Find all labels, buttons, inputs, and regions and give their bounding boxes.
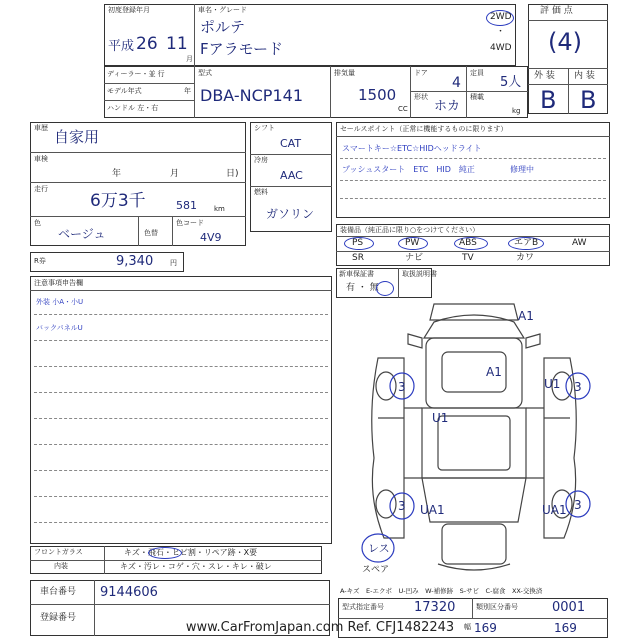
eval-score: (4) (548, 28, 582, 56)
mark-a1-front: A1 (518, 309, 534, 323)
exterior-label: 外 装 (534, 71, 555, 81)
chassis-label: 車台番号 (40, 587, 77, 597)
notes-section (30, 276, 332, 544)
width-value-2: 169 (554, 621, 577, 635)
recycle-label: R券 (34, 257, 46, 265)
model-designation: 17320 (414, 600, 456, 615)
load-label: 積載 (470, 93, 484, 101)
yen-unit: 円 (170, 259, 177, 267)
ac-value: AAC (280, 169, 303, 182)
warranty-label: 新車保証書 (339, 270, 374, 278)
grade: Fアラモード (200, 40, 284, 58)
interior-label2: 内装 (54, 562, 68, 570)
model-designation-label: 型式指定番号 (342, 603, 384, 611)
drive-2wd: 2WD (490, 12, 512, 22)
equip-aw: AW (572, 238, 587, 248)
mark-u1-right: U1 (544, 377, 561, 391)
eval-label: 評 価 点 (540, 6, 573, 16)
manual-label: 取扱説明書 (402, 270, 437, 278)
width-label: 幅 (464, 623, 471, 631)
category-number: 0001 (552, 600, 586, 615)
sales-line2-note: 修理中 (510, 165, 534, 174)
color-change-label: 色替 (144, 229, 158, 237)
equip-navi: ナビ (405, 253, 424, 263)
capacity: 5人 (500, 75, 522, 90)
shift-value: CAT (280, 137, 302, 150)
equipment-label: 装備品（純正品に限り○をつけてください） (340, 226, 480, 234)
usage-label: 車歴 (34, 124, 48, 132)
spare-label: スペア (362, 565, 390, 575)
chassis-number: 9144606 (100, 585, 158, 600)
capacity-label: 定員 (470, 69, 484, 77)
usage-value: 自家用 (54, 128, 100, 146)
mark-u1-left: U1 (432, 411, 449, 425)
car-name-label: 車名・グレード (198, 6, 247, 14)
first-reg-year: 26 (136, 34, 158, 54)
notes-line2: バックパネルU (36, 324, 83, 332)
equip-tv: TV (462, 253, 474, 263)
shift-label: シフト (254, 124, 275, 132)
car-name: ポルテ (200, 18, 246, 36)
first-reg-month: 11 (166, 34, 188, 54)
warranty-value: 有 ・ 無 (346, 283, 379, 293)
drive-4wd: 4WD (490, 43, 512, 53)
drive-sep: ・ (496, 27, 506, 37)
exterior-grade: B (540, 86, 557, 114)
mark-ua1-left: UA1 (420, 503, 445, 517)
shape: ホカ (434, 99, 461, 114)
equip-airbag: エアB (514, 238, 539, 248)
color-code: 4V9 (200, 231, 222, 244)
cc-unit: CC (398, 105, 408, 113)
warranty-none-circle (376, 281, 394, 296)
dealer-label: ディーラー・並 行 (107, 70, 165, 78)
inspection-year-unit: 年 (112, 169, 122, 179)
displacement-label: 排気量 (334, 69, 355, 77)
mileage-sub: 581 (176, 199, 197, 212)
equip-sr: SR (352, 253, 364, 263)
kg-unit: kg (512, 107, 521, 115)
notes-line1: 外装 小A・小U (36, 298, 84, 306)
mark-3-right-rear: 3 (574, 498, 582, 512)
fuel-value: ガソリン (266, 207, 315, 221)
doors: 4 (452, 75, 461, 91)
mark-3-right-front: 3 (574, 380, 582, 394)
front-glass-text: キズ・飛石・ヒビ割・リペア跡・X要 (124, 548, 258, 557)
equip-abs: ABS (459, 238, 477, 248)
stone-chip-circle (148, 547, 182, 559)
color-value: ベージュ (58, 227, 106, 241)
interior-label: 内 装 (574, 71, 595, 81)
shape-label: 形状 (414, 93, 428, 101)
inspection-label: 車検 (34, 155, 48, 163)
front-glass-label: フロントガラス (34, 548, 83, 556)
mark-ua1-right: UA1 (542, 503, 567, 517)
mark-a1-hood: A1 (486, 365, 502, 379)
category-label: 類別区分番号 (476, 603, 518, 611)
damage-legend: A-キズ E-エクボ U-凹み W-補修跡 S-サビ C-腐食 XX-交換済 (340, 587, 543, 595)
mileage-main: 6万3千 (90, 191, 146, 211)
model-year-label: モデル年式 (107, 87, 142, 95)
mileage-label: 走行 (34, 185, 48, 193)
equip-leather: カワ (516, 253, 535, 263)
interior-text: キズ・汚レ・コゲ・穴・スレ・キレ・破レ (120, 562, 272, 571)
inspection-day-unit: 日) (226, 169, 239, 179)
inspection-month-unit: 月 (170, 169, 180, 179)
doors-label: ドア (414, 69, 428, 77)
equip-pw: PW (405, 238, 420, 248)
watermark: www.CarFromJapan.com Ref. CFJ1482243 (185, 620, 455, 635)
fuel-label: 燃料 (254, 188, 268, 196)
sales-line1: スマートキー☆ETC☆HIDヘッドライト (342, 144, 482, 153)
spare-value: レス (368, 542, 390, 555)
reg-label: 登録番号 (40, 613, 77, 623)
spec-section (104, 66, 528, 118)
ac-label: 冷房 (254, 156, 268, 164)
mark-3-left-rear: 3 (398, 499, 406, 513)
displacement: 1500 (358, 86, 397, 104)
notes-label: 注意事項申告欄 (34, 279, 83, 287)
sales-line2: プッシュスタート ETC HID 純正 (342, 165, 475, 174)
width-value-1: 169 (474, 621, 497, 635)
mark-3-left-front: 3 (398, 380, 406, 394)
model-label: 型式 (198, 69, 212, 77)
recycle-box (30, 252, 184, 272)
color-label: 色 (34, 219, 41, 227)
model-code: DBA-NCP141 (200, 86, 303, 105)
km-unit: km (214, 205, 225, 213)
equip-ps: PS (352, 238, 364, 248)
recycle-amount: 9,340 (116, 254, 154, 269)
car-damage-diagram (338, 298, 610, 588)
month-unit: 月 (186, 55, 193, 63)
color-code-label: 色コード (176, 219, 204, 227)
model-year-unit: 年 (184, 87, 191, 95)
handle-label: ハンドル 左・右 (107, 104, 159, 112)
interior-grade: B (580, 86, 597, 114)
era: 平成 (108, 39, 135, 54)
sales-label: セールスポイント（正常に機能するものに限ります） (340, 125, 508, 133)
first-reg-label: 初度登録年月 (108, 6, 150, 14)
